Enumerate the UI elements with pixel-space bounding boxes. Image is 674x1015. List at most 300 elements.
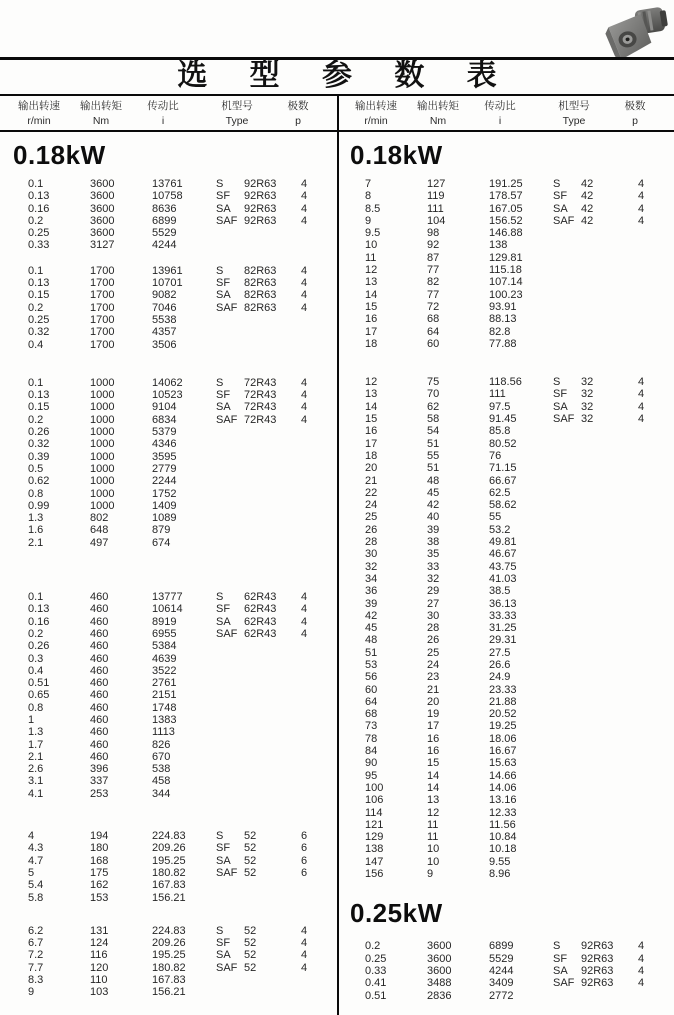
type-prefix xyxy=(216,512,244,524)
ratio-cell: 23.33 xyxy=(489,683,517,696)
type-cell xyxy=(216,665,301,677)
type-cell xyxy=(216,591,301,603)
speed-cell: 73 xyxy=(365,720,378,733)
type-prefix xyxy=(216,438,244,450)
speed-cell: 0.13 xyxy=(28,603,50,616)
type-prefix xyxy=(553,524,581,536)
type-prefix xyxy=(216,239,244,251)
type-model: 32 xyxy=(581,388,594,401)
poles-cell: 4 xyxy=(301,301,308,314)
type-prefix xyxy=(553,733,581,745)
ratio-cell: 6899 xyxy=(489,940,514,953)
torque-cell: 92 xyxy=(427,239,440,252)
type-cell xyxy=(553,462,638,474)
table-row xyxy=(337,610,674,622)
type-cell xyxy=(553,940,638,952)
table-row xyxy=(0,653,337,665)
ratio-cell: 13761 xyxy=(152,178,183,190)
speed-cell: 68 xyxy=(365,708,378,721)
poles-cell: 4 xyxy=(301,937,308,950)
ratio-cell: 670 xyxy=(152,750,171,763)
poles-cell: 4 xyxy=(301,289,308,302)
table-row xyxy=(337,561,674,573)
table-row xyxy=(337,178,674,190)
poles-cell xyxy=(301,739,323,751)
torque-cell: 51 xyxy=(427,437,440,450)
type-prefix xyxy=(553,782,581,794)
poles-cell xyxy=(638,659,660,671)
table-row xyxy=(337,573,674,585)
speed-cell: 0.41 xyxy=(365,977,387,990)
type-model: 72R43 xyxy=(244,389,277,402)
poles-cell: 4 xyxy=(301,277,308,290)
type-prefix xyxy=(553,720,581,732)
ratio-cell: 6955 xyxy=(152,627,177,640)
type-cell xyxy=(216,339,301,351)
table-row xyxy=(337,696,674,708)
type-cell xyxy=(216,925,301,937)
torque-cell: 77 xyxy=(427,288,440,301)
table-row xyxy=(0,937,337,949)
speed-cell: 64 xyxy=(365,695,378,708)
type-cell xyxy=(553,326,638,338)
ratio-cell: 33.33 xyxy=(489,609,517,622)
type-cell xyxy=(216,677,301,689)
type-cell xyxy=(216,389,301,401)
ratio-cell: 180.82 xyxy=(152,866,186,879)
type-prefix: SF xyxy=(216,937,231,950)
poles-cell xyxy=(638,561,660,573)
table-row xyxy=(337,807,674,819)
type-cell xyxy=(553,794,638,806)
torque-cell: 396 xyxy=(90,763,109,776)
type-model: 92R63 xyxy=(581,952,614,965)
ratio-cell: 4357 xyxy=(152,326,177,339)
type-prefix xyxy=(553,276,581,288)
torque-cell: 120 xyxy=(90,961,109,974)
poles-cell: 4 xyxy=(301,413,308,426)
torque-cell: 180 xyxy=(90,842,109,855)
table-row xyxy=(337,671,674,683)
poles-cell xyxy=(301,239,323,251)
ratio-cell: 18.06 xyxy=(489,732,517,745)
poles-cell xyxy=(638,289,660,301)
poles-cell xyxy=(301,892,323,904)
speed-cell: 17 xyxy=(365,437,378,450)
type-cell xyxy=(216,689,301,701)
type-cell xyxy=(553,215,638,227)
torque-cell: 460 xyxy=(90,591,109,604)
power-rating-heading: 0.25kW xyxy=(350,898,443,929)
speed-cell: 4.1 xyxy=(28,787,44,800)
table-row xyxy=(337,264,674,276)
torque-cell: 48 xyxy=(427,474,440,487)
speed-cell: 0.39 xyxy=(28,450,50,463)
speed-cell: 7.7 xyxy=(28,961,44,974)
poles-cell xyxy=(301,763,323,775)
type-prefix xyxy=(553,684,581,696)
table-row xyxy=(337,757,674,769)
poles-cell xyxy=(301,677,323,689)
torque-cell: 38 xyxy=(427,536,440,549)
speed-cell: 0.51 xyxy=(365,989,387,1002)
table-row xyxy=(337,425,674,437)
type-model: 32 xyxy=(581,400,594,413)
type-prefix: SAF xyxy=(553,977,575,990)
poles-cell xyxy=(638,227,660,239)
poles-cell xyxy=(301,475,323,487)
table-row xyxy=(337,289,674,301)
type-model: 42 xyxy=(581,178,594,190)
table-row xyxy=(337,511,674,523)
type-prefix xyxy=(553,573,581,585)
type-cell xyxy=(553,438,638,450)
poles-cell xyxy=(638,622,660,634)
ratio-cell: 55 xyxy=(489,511,502,524)
type-prefix xyxy=(553,438,581,450)
speed-cell: 45 xyxy=(365,622,378,635)
gear-series-block xyxy=(0,591,337,800)
torque-cell: 1000 xyxy=(90,487,115,500)
poles-cell: 4 xyxy=(638,400,645,413)
type-cell xyxy=(216,879,301,891)
speed-cell: 114 xyxy=(365,806,383,819)
speed-cell: 90 xyxy=(365,757,378,770)
speed-cell: 30 xyxy=(365,548,378,561)
type-prefix xyxy=(553,326,581,338)
header-poles: 极数 p xyxy=(287,100,309,127)
poles-cell xyxy=(638,831,660,843)
header-ratio: 传动比 i xyxy=(147,100,179,127)
power-section xyxy=(337,142,674,880)
torque-cell: 460 xyxy=(90,750,109,763)
type-prefix: SA xyxy=(553,400,568,413)
type-cell xyxy=(216,537,301,549)
table-row xyxy=(0,986,337,998)
speed-cell: 0.62 xyxy=(28,475,50,488)
ratio-cell: 13.16 xyxy=(489,794,517,807)
poles-cell xyxy=(301,689,323,701)
speed-cell: 156 xyxy=(365,868,384,881)
type-cell xyxy=(216,788,301,800)
speed-cell: 0.16 xyxy=(28,615,50,628)
ratio-cell: 5384 xyxy=(152,640,177,653)
poles-cell xyxy=(638,819,660,831)
type-cell xyxy=(553,413,638,425)
poles-cell xyxy=(301,974,323,986)
table-row xyxy=(0,215,337,227)
type-prefix: SAF xyxy=(553,413,575,426)
table-row xyxy=(0,974,337,986)
type-prefix: SF xyxy=(216,603,231,616)
poles-cell xyxy=(638,708,660,720)
ratio-cell: 24.9 xyxy=(489,671,511,684)
poles-cell xyxy=(301,451,323,463)
torque-cell: 168 xyxy=(90,854,109,867)
ratio-cell: 178.57 xyxy=(489,190,523,203)
type-prefix xyxy=(216,751,244,763)
torque-cell: 104 xyxy=(427,214,446,227)
type-cell xyxy=(553,487,638,499)
poles-cell: 4 xyxy=(638,413,645,426)
speed-cell: 78 xyxy=(365,732,378,745)
speed-cell: 0.1 xyxy=(28,376,44,389)
poles-cell: 6 xyxy=(301,854,308,867)
gear-series-block xyxy=(0,178,337,252)
speed-cell: 7.2 xyxy=(28,949,44,962)
table-row xyxy=(337,659,674,671)
speed-cell: 0.1 xyxy=(28,591,44,604)
speed-cell: 121 xyxy=(365,818,384,831)
ratio-cell: 1409 xyxy=(152,499,177,512)
ratio-cell: 5379 xyxy=(152,426,177,439)
table-row xyxy=(0,265,337,277)
poles-cell xyxy=(638,338,660,350)
gear-series-block xyxy=(337,178,674,350)
type-cell xyxy=(216,463,301,475)
speed-cell: 14 xyxy=(365,400,378,413)
speed-cell: 16 xyxy=(365,425,378,438)
speed-cell: 0.2 xyxy=(28,214,44,227)
ratio-cell: 43.75 xyxy=(489,560,517,573)
torque-cell: 12 xyxy=(427,806,440,819)
speed-cell: 11 xyxy=(365,251,377,264)
table-row xyxy=(337,413,674,425)
type-prefix: SA xyxy=(216,202,231,215)
poles-cell xyxy=(638,252,660,264)
type-prefix xyxy=(553,671,581,683)
ratio-cell: 9.55 xyxy=(489,855,511,868)
torque-cell: 28 xyxy=(427,622,440,635)
speed-cell: 0.13 xyxy=(28,277,50,290)
type-prefix: S xyxy=(553,940,561,953)
type-cell xyxy=(553,647,638,659)
table-row xyxy=(0,414,337,426)
table-row xyxy=(0,500,337,512)
type-model: 42 xyxy=(581,190,594,203)
table-row xyxy=(337,745,674,757)
speed-cell: 9 xyxy=(365,214,372,227)
ratio-cell: 82.8 xyxy=(489,325,511,338)
speed-cell: 2.1 xyxy=(28,750,44,763)
speed-cell: 0.32 xyxy=(28,326,50,339)
ratio-cell: 14.66 xyxy=(489,769,517,782)
type-prefix xyxy=(216,739,244,751)
poles-cell xyxy=(638,610,660,622)
torque-cell: 54 xyxy=(427,425,440,438)
ratio-cell: 195.25 xyxy=(152,854,186,867)
type-cell xyxy=(553,276,638,288)
ratio-cell: 88.13 xyxy=(489,313,517,326)
type-model: 42 xyxy=(581,202,594,215)
type-prefix xyxy=(216,702,244,714)
type-prefix xyxy=(553,770,581,782)
speed-cell: 0.32 xyxy=(28,438,50,451)
poles-cell xyxy=(301,714,323,726)
poles-cell: 6 xyxy=(301,842,308,855)
ratio-cell: 167.83 xyxy=(152,974,186,987)
speed-cell: 0.51 xyxy=(28,677,50,690)
table-row xyxy=(0,739,337,751)
type-cell xyxy=(216,500,301,512)
torque-cell: 1700 xyxy=(90,338,115,351)
table-row xyxy=(0,775,337,787)
header-output-torque: 输出转矩 Nm xyxy=(80,100,122,127)
ratio-cell: 20.52 xyxy=(489,708,517,721)
table-row xyxy=(337,239,674,251)
table-row xyxy=(0,377,337,389)
type-prefix xyxy=(553,843,581,855)
torque-cell: 3600 xyxy=(90,214,115,227)
poles-cell: 4 xyxy=(638,388,645,401)
table-row xyxy=(337,499,674,511)
torque-cell: 87 xyxy=(427,251,440,264)
poles-cell xyxy=(638,856,660,868)
torque-cell: 1700 xyxy=(90,289,115,302)
speed-cell: 0.2 xyxy=(28,413,44,426)
speed-cell: 0.65 xyxy=(28,689,50,702)
torque-cell: 16 xyxy=(427,732,440,745)
speed-cell: 12 xyxy=(365,264,378,277)
type-prefix xyxy=(553,745,581,757)
torque-cell: 19 xyxy=(427,708,440,721)
type-prefix xyxy=(216,227,244,239)
type-cell xyxy=(216,628,301,640)
torque-cell: 21 xyxy=(427,683,440,696)
ratio-cell: 85.8 xyxy=(489,425,511,438)
torque-cell: 13 xyxy=(427,794,440,807)
torque-cell: 14 xyxy=(427,769,440,782)
table-row xyxy=(0,178,337,190)
type-cell xyxy=(216,726,301,738)
type-cell xyxy=(216,512,301,524)
type-cell xyxy=(553,659,638,671)
torque-cell: 460 xyxy=(90,726,109,739)
type-cell xyxy=(216,616,301,628)
speed-cell: 5 xyxy=(28,866,35,879)
ratio-cell: 10758 xyxy=(152,190,183,203)
type-cell xyxy=(553,178,638,190)
poles-cell xyxy=(301,788,323,800)
type-prefix xyxy=(553,227,581,239)
table-row xyxy=(0,665,337,677)
type-model: 62R43 xyxy=(244,603,277,616)
torque-cell: 70 xyxy=(427,388,440,401)
table-row xyxy=(337,856,674,868)
speed-cell: 3.1 xyxy=(28,775,44,788)
speed-cell: 0.1 xyxy=(28,178,44,190)
type-cell xyxy=(216,892,301,904)
type-cell xyxy=(216,714,301,726)
table-row xyxy=(337,401,674,413)
type-prefix xyxy=(216,677,244,689)
ratio-cell: 100.23 xyxy=(489,288,523,301)
header-output-speed: 输出转速 r/min xyxy=(355,100,397,127)
type-prefix xyxy=(553,239,581,251)
torque-cell: 58 xyxy=(427,413,440,426)
ratio-cell: 41.03 xyxy=(489,572,517,585)
torque-cell: 26 xyxy=(427,634,440,647)
torque-cell: 3600 xyxy=(427,940,452,953)
table-row xyxy=(0,962,337,974)
type-prefix: SAF xyxy=(216,413,238,426)
table-row xyxy=(0,475,337,487)
torque-cell: 9 xyxy=(427,868,434,881)
torque-cell: 55 xyxy=(427,449,440,462)
ratio-cell: 38.5 xyxy=(489,585,511,598)
type-model: 52 xyxy=(244,830,257,843)
speed-cell: 0.33 xyxy=(28,239,50,252)
poles-cell xyxy=(301,702,323,714)
ratio-cell: 111 xyxy=(489,388,506,401)
type-cell xyxy=(216,524,301,536)
torque-cell: 175 xyxy=(90,866,109,879)
table-row xyxy=(0,689,337,701)
ratio-cell: 1752 xyxy=(152,487,177,500)
type-cell xyxy=(216,426,301,438)
speed-cell: 84 xyxy=(365,745,378,758)
poles-cell xyxy=(638,770,660,782)
ratio-cell: 53.2 xyxy=(489,523,511,536)
type-model: 62R43 xyxy=(244,627,277,640)
speed-cell: 0.99 xyxy=(28,499,50,512)
poles-cell xyxy=(638,573,660,585)
ratio-cell: 4639 xyxy=(152,652,177,665)
type-cell xyxy=(553,610,638,622)
type-model: 52 xyxy=(244,854,257,867)
poles-cell xyxy=(638,843,660,855)
ratio-cell: 2244 xyxy=(152,475,177,488)
table-row xyxy=(0,438,337,450)
ratio-cell: 9104 xyxy=(152,401,177,414)
poles-cell xyxy=(301,751,323,763)
type-prefix xyxy=(216,986,244,998)
type-model: 82R63 xyxy=(244,289,277,302)
poles-cell xyxy=(638,450,660,462)
table-row xyxy=(337,338,674,350)
power-rating-heading: 0.18kW xyxy=(13,140,106,170)
ratio-cell: 156.52 xyxy=(489,214,523,227)
ratio-cell: 1383 xyxy=(152,713,177,726)
speed-cell: 21 xyxy=(365,474,378,487)
type-cell xyxy=(216,289,301,301)
type-cell xyxy=(216,775,301,787)
table-row xyxy=(0,227,337,239)
gear-series-block xyxy=(0,925,337,999)
type-prefix xyxy=(553,634,581,646)
poles-cell xyxy=(638,782,660,794)
power-section xyxy=(0,142,337,999)
type-cell xyxy=(216,640,301,652)
table-row xyxy=(337,794,674,806)
speed-cell: 32 xyxy=(365,560,378,573)
type-prefix xyxy=(216,726,244,738)
type-prefix xyxy=(553,338,581,350)
ratio-cell: 879 xyxy=(152,524,171,537)
poles-cell xyxy=(638,696,660,708)
torque-cell: 17 xyxy=(427,720,440,733)
poles-cell xyxy=(638,794,660,806)
table-row xyxy=(337,720,674,732)
type-prefix: SAF xyxy=(216,301,238,314)
torque-cell: 3600 xyxy=(90,178,115,190)
poles-cell xyxy=(301,986,323,998)
speed-cell: 0.33 xyxy=(365,964,387,977)
table-row xyxy=(337,843,674,855)
type-prefix xyxy=(553,462,581,474)
table-row xyxy=(0,925,337,937)
type-prefix: S xyxy=(216,830,224,843)
